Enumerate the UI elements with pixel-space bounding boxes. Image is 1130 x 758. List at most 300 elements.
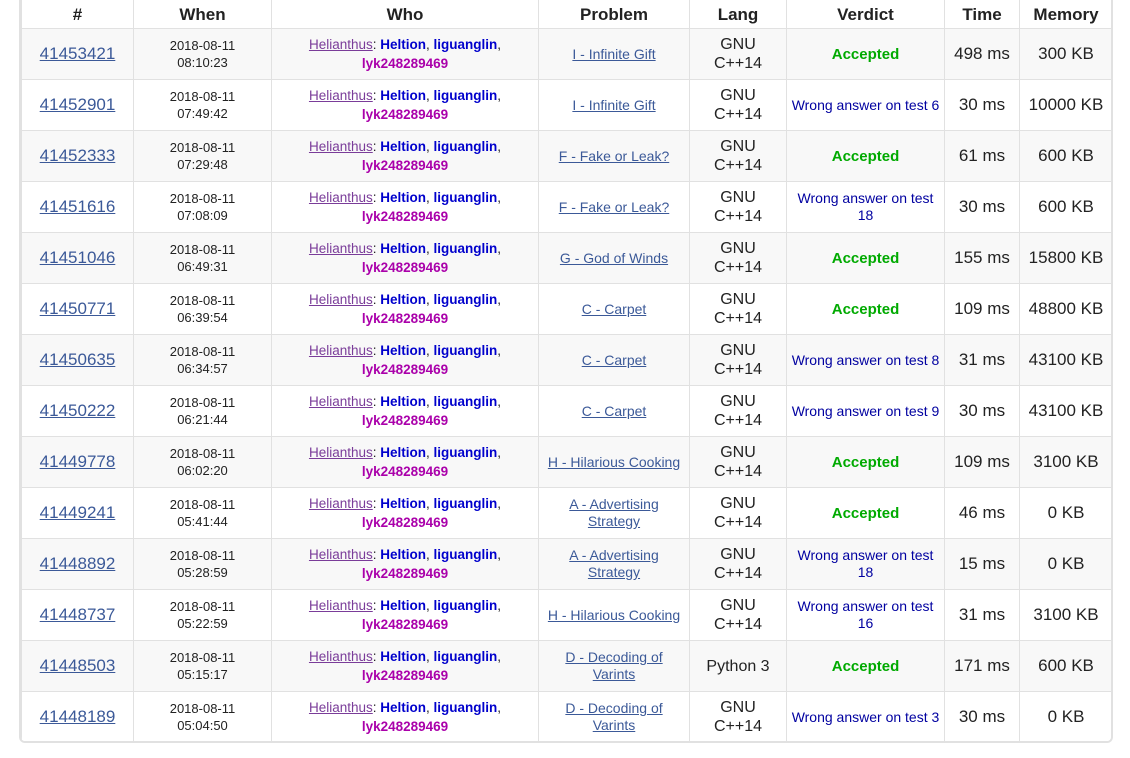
submission-time: 06:49:31: [177, 259, 228, 274]
member-link[interactable]: Heltion: [380, 700, 427, 715]
cell-memory: [1020, 284, 1113, 335]
cell-lang: [690, 80, 787, 131]
team-link[interactable]: Helianthus: [308, 547, 373, 562]
memory-used: 15800 KB: [1028, 248, 1104, 267]
member-link[interactable]: lyk248289469: [361, 311, 449, 326]
cell-time: [945, 437, 1020, 488]
memory-used: 600 KB: [1038, 197, 1094, 216]
table-row: [22, 182, 1113, 233]
language: GNU C++14: [713, 87, 763, 123]
problem-link[interactable]: F - Fake or Leak?: [558, 198, 670, 215]
cell-lang: [690, 641, 787, 692]
cell-verdict: [787, 182, 945, 233]
submission-time: 07:49:42: [177, 106, 228, 121]
verdict: Wrong answer on test 16: [797, 598, 934, 631]
member-link[interactable]: Heltion: [380, 139, 427, 154]
cell-id: [22, 641, 134, 692]
cell-memory: [1020, 590, 1113, 641]
team-link[interactable]: Helianthus: [308, 700, 373, 715]
verdict: Accepted: [831, 657, 900, 675]
cell-lang: [690, 692, 787, 743]
cell-memory: [1020, 29, 1113, 80]
cell-problem: [539, 539, 690, 590]
table-row: [22, 590, 1113, 641]
cell-verdict: [787, 80, 945, 131]
submission-time: 05:28:59: [177, 565, 228, 580]
memory-used: 48800 KB: [1028, 299, 1104, 318]
cell-verdict: [787, 539, 945, 590]
submission-date: 2018-08-11: [169, 446, 236, 461]
submission-date: 2018-08-11: [169, 89, 236, 104]
member-link[interactable]: liguanglin: [433, 700, 498, 715]
cell-verdict: [787, 437, 945, 488]
memory-used: 43100 KB: [1028, 401, 1104, 420]
cell-when: [134, 131, 272, 182]
team-link[interactable]: Helianthus: [308, 394, 373, 409]
cell-problem: [539, 386, 690, 437]
cell-when: [134, 182, 272, 233]
team-colon: :: [372, 88, 381, 103]
cell-problem: [539, 284, 690, 335]
header-time: Time: [945, 0, 1020, 29]
submission-date: 2018-08-11: [169, 344, 236, 359]
cell-time: [945, 539, 1020, 590]
cell-lang: [690, 182, 787, 233]
submission-time: 08:10:23: [177, 55, 228, 70]
submission-time: 07:29:48: [177, 157, 228, 172]
cell-lang: [690, 437, 787, 488]
cell-verdict: [787, 386, 945, 437]
problem-link[interactable]: C - Carpet: [581, 351, 647, 368]
submission-id-link[interactable]: 41448503: [39, 656, 116, 675]
team-link[interactable]: Helianthus: [308, 598, 373, 613]
cell-memory: [1020, 182, 1113, 233]
problem-link[interactable]: A - Advertising Strategy: [569, 496, 659, 529]
cell-who: Helianthus: Heltion, liguanglin, lyk248289469: [272, 386, 539, 437]
submission-id-link[interactable]: 41448189: [39, 707, 116, 726]
memory-used: 0 KB: [1047, 554, 1085, 573]
language: GNU C++14: [713, 495, 763, 531]
run-time: 30 ms: [958, 197, 1006, 216]
run-time: 109 ms: [954, 452, 1010, 471]
member-link[interactable]: Heltion: [380, 496, 427, 511]
submission-date: 2018-08-11: [169, 38, 236, 53]
team-colon: :: [372, 343, 381, 358]
run-time: 30 ms: [958, 95, 1006, 114]
run-time: 171 ms: [954, 656, 1010, 675]
member-link[interactable]: liguanglin: [433, 445, 498, 460]
cell-who: Helianthus: Heltion, liguanglin, lyk248289469: [272, 335, 539, 386]
table-row: [22, 539, 1113, 590]
run-time: 109 ms: [954, 299, 1010, 318]
cell-lang: [690, 233, 787, 284]
submission-id-link[interactable]: 41453421: [39, 44, 116, 63]
submission-date: 2018-08-11: [169, 293, 236, 308]
member-link[interactable]: liguanglin: [433, 547, 498, 562]
run-time: 61 ms: [958, 146, 1006, 165]
memory-used: 3100 KB: [1033, 452, 1099, 471]
member-link[interactable]: lyk248289469: [361, 362, 449, 377]
submission-date: 2018-08-11: [169, 191, 236, 206]
cell-verdict: [787, 590, 945, 641]
language: GNU C++14: [713, 36, 763, 72]
team-colon: :: [372, 292, 381, 307]
team-link[interactable]: Helianthus: [308, 241, 373, 256]
cell-lang: [690, 335, 787, 386]
member-link[interactable]: liguanglin: [433, 649, 498, 664]
problem-link[interactable]: G - God of Winds: [559, 249, 669, 266]
cell-id: [22, 131, 134, 182]
verdict: Wrong answer on test 8: [791, 351, 940, 368]
submissions-table: [21, 0, 1113, 743]
run-time: 155 ms: [954, 248, 1010, 267]
submission-id-link[interactable]: 41451046: [39, 248, 116, 267]
cell-who: Helianthus: Heltion, liguanglin, lyk248289469: [272, 590, 539, 641]
cell-problem: [539, 488, 690, 539]
language: GNU C++14: [713, 342, 763, 378]
member-link[interactable]: liguanglin: [433, 241, 498, 256]
cell-time: [945, 80, 1020, 131]
submission-time: 05:41:44: [177, 514, 228, 529]
table-row: [22, 335, 1113, 386]
member-link[interactable]: lyk248289469: [361, 668, 449, 683]
member-link[interactable]: Heltion: [380, 190, 427, 205]
cell-who: Helianthus: Heltion, liguanglin, lyk248289469: [272, 539, 539, 590]
header-memory: Memory: [1020, 0, 1113, 29]
member-link[interactable]: Heltion: [380, 37, 427, 52]
cell-id: [22, 335, 134, 386]
team-colon: :: [372, 649, 381, 664]
cell-who: Helianthus: Heltion, liguanglin, lyk248289469: [272, 437, 539, 488]
cell-time: [945, 182, 1020, 233]
language: GNU C++14: [713, 444, 763, 480]
member-link[interactable]: lyk248289469: [361, 209, 449, 224]
member-link[interactable]: liguanglin: [433, 88, 498, 103]
member-link[interactable]: liguanglin: [433, 37, 498, 52]
cell-who: Helianthus: Heltion, liguanglin, lyk248289469: [272, 131, 539, 182]
team-colon: :: [372, 700, 381, 715]
run-time: 46 ms: [958, 503, 1006, 522]
submission-date: 2018-08-11: [169, 548, 236, 563]
memory-used: 300 KB: [1038, 44, 1094, 63]
memory-used: 43100 KB: [1028, 350, 1104, 369]
problem-link[interactable]: I - Infinite Gift: [572, 45, 656, 62]
table-row: [22, 131, 1113, 182]
cell-lang: [690, 29, 787, 80]
cell-id: [22, 182, 134, 233]
cell-verdict: [787, 692, 945, 743]
cell-memory: [1020, 386, 1113, 437]
memory-used: 10000 KB: [1028, 95, 1104, 114]
member-link[interactable]: liguanglin: [433, 190, 498, 205]
run-time: 31 ms: [958, 605, 1006, 624]
cell-lang: [690, 539, 787, 590]
member-link[interactable]: Heltion: [380, 394, 427, 409]
language: GNU C++14: [713, 546, 763, 582]
cell-problem: [539, 233, 690, 284]
language: GNU C++14: [713, 393, 763, 429]
cell-verdict: [787, 233, 945, 284]
table-row: [22, 692, 1113, 743]
submission-date: 2018-08-11: [169, 599, 236, 614]
table-row: [22, 386, 1113, 437]
cell-memory: [1020, 233, 1113, 284]
problem-link[interactable]: H - Hilarious Cooking: [547, 606, 681, 623]
cell-who: Helianthus: Heltion, liguanglin, lyk248289469: [272, 233, 539, 284]
submission-time: 05:15:17: [177, 667, 228, 682]
cell-when: [134, 80, 272, 131]
member-link[interactable]: lyk248289469: [361, 719, 449, 734]
cell-time: [945, 131, 1020, 182]
member-link[interactable]: lyk248289469: [361, 260, 449, 275]
cell-time: [945, 335, 1020, 386]
submission-id-link[interactable]: 41450222: [39, 401, 116, 420]
team-colon: :: [372, 190, 381, 205]
team-colon: :: [372, 445, 381, 460]
submission-id-link[interactable]: 41449241: [39, 503, 116, 522]
cell-id: [22, 437, 134, 488]
verdict: Wrong answer on test 6: [791, 96, 940, 113]
problem-link[interactable]: A - Advertising Strategy: [569, 547, 659, 580]
team-link[interactable]: Helianthus: [308, 343, 373, 358]
problem-link[interactable]: I - Infinite Gift: [572, 96, 656, 113]
submission-time: 05:04:50: [177, 718, 228, 733]
cell-memory: [1020, 335, 1113, 386]
cell-id: [22, 284, 134, 335]
problem-link[interactable]: H - Hilarious Cooking: [547, 453, 681, 470]
submission-id-link[interactable]: 41451616: [39, 197, 116, 216]
team-link[interactable]: Helianthus: [308, 139, 373, 154]
cell-time: [945, 386, 1020, 437]
team-colon: :: [372, 139, 381, 154]
table-header-row: [22, 0, 1113, 29]
language: GNU C++14: [713, 597, 763, 633]
member-link[interactable]: Heltion: [380, 88, 427, 103]
team-colon: :: [372, 598, 381, 613]
cell-id: [22, 386, 134, 437]
submission-id-link[interactable]: 41448737: [39, 605, 116, 624]
cell-time: [945, 233, 1020, 284]
table-row: [22, 29, 1113, 80]
cell-who: Helianthus: Heltion, liguanglin, lyk248289469: [272, 29, 539, 80]
cell-memory: [1020, 641, 1113, 692]
cell-problem: [539, 335, 690, 386]
cell-lang: [690, 131, 787, 182]
member-link[interactable]: lyk248289469: [361, 158, 449, 173]
cell-who: Helianthus: Heltion, liguanglin, lyk248289469: [272, 488, 539, 539]
status-table-frame: [19, 0, 1113, 743]
run-time: 15 ms: [958, 554, 1006, 573]
table-row: [22, 641, 1113, 692]
submission-time: 07:08:09: [177, 208, 228, 223]
cell-time: [945, 29, 1020, 80]
cell-when: [134, 590, 272, 641]
memory-used: 0 KB: [1047, 503, 1085, 522]
cell-time: [945, 641, 1020, 692]
cell-time: [945, 488, 1020, 539]
cell-who: Helianthus: Heltion, liguanglin, lyk248289469: [272, 80, 539, 131]
verdict: Wrong answer on test 9: [791, 402, 940, 419]
team-link[interactable]: Helianthus: [308, 37, 373, 52]
language: GNU C++14: [713, 240, 763, 276]
member-link[interactable]: liguanglin: [433, 598, 498, 613]
submission-date: 2018-08-11: [169, 701, 236, 716]
verdict: Accepted: [831, 300, 900, 318]
member-link[interactable]: lyk248289469: [361, 566, 449, 581]
member-link[interactable]: lyk248289469: [361, 56, 449, 71]
cell-id: [22, 488, 134, 539]
problem-link[interactable]: F - Fake or Leak?: [558, 147, 670, 164]
team-colon: :: [372, 37, 381, 52]
cell-id: [22, 539, 134, 590]
cell-memory: [1020, 437, 1113, 488]
cell-when: [134, 437, 272, 488]
submission-date: 2018-08-11: [169, 242, 236, 257]
verdict: Accepted: [831, 147, 900, 165]
problem-link[interactable]: C - Carpet: [581, 300, 647, 317]
cell-lang: [690, 284, 787, 335]
member-link[interactable]: liguanglin: [433, 139, 498, 154]
submission-id-link[interactable]: 41449778: [39, 452, 116, 471]
cell-id: [22, 590, 134, 641]
team-link[interactable]: Helianthus: [308, 496, 373, 511]
submission-id-link[interactable]: 41448892: [39, 554, 116, 573]
member-link[interactable]: Heltion: [380, 649, 427, 664]
submission-time: 06:02:20: [177, 463, 228, 478]
verdict: Wrong answer on test 18: [797, 190, 934, 223]
member-link[interactable]: lyk248289469: [361, 515, 449, 530]
submission-time: 06:39:54: [177, 310, 228, 325]
language: GNU C++14: [713, 291, 763, 327]
cell-who: Helianthus: Heltion, liguanglin, lyk248289469: [272, 182, 539, 233]
verdict: Wrong answer on test 18: [797, 547, 934, 580]
table-row: [22, 488, 1113, 539]
cell-verdict: [787, 488, 945, 539]
submission-id-link[interactable]: 41450771: [39, 299, 116, 318]
cell-problem: [539, 692, 690, 743]
submission-date: 2018-08-11: [169, 497, 236, 512]
team-link[interactable]: Helianthus: [308, 190, 373, 205]
member-link[interactable]: Heltion: [380, 241, 427, 256]
team-link[interactable]: Helianthus: [308, 649, 373, 664]
member-link[interactable]: lyk248289469: [361, 617, 449, 632]
cell-memory: [1020, 488, 1113, 539]
member-link[interactable]: lyk248289469: [361, 413, 449, 428]
problem-link[interactable]: D - Decoding of Varints: [565, 649, 663, 682]
table-row: [22, 437, 1113, 488]
cell-id: [22, 233, 134, 284]
cell-when: [134, 335, 272, 386]
cell-verdict: [787, 641, 945, 692]
table-row: [22, 233, 1113, 284]
problem-link[interactable]: C - Carpet: [581, 402, 647, 419]
cell-id: [22, 80, 134, 131]
submission-time: 06:21:44: [177, 412, 228, 427]
member-link[interactable]: liguanglin: [433, 343, 498, 358]
submission-date: 2018-08-11: [169, 140, 236, 155]
cell-problem: [539, 182, 690, 233]
run-time: 498 ms: [954, 44, 1010, 63]
submission-date: 2018-08-11: [169, 650, 236, 665]
cell-problem: [539, 641, 690, 692]
team-link[interactable]: Helianthus: [308, 445, 373, 460]
team-link[interactable]: Helianthus: [308, 88, 373, 103]
header-who: Who: [272, 0, 539, 29]
run-time: 30 ms: [958, 401, 1006, 420]
submission-id-link[interactable]: 41452901: [39, 95, 116, 114]
problem-link[interactable]: D - Decoding of Varints: [565, 700, 663, 733]
verdict: Accepted: [831, 249, 900, 267]
team-colon: :: [372, 547, 381, 562]
cell-who: Helianthus: Heltion, liguanglin, lyk248289469: [272, 692, 539, 743]
submission-time: 05:22:59: [177, 616, 228, 631]
member-link[interactable]: Heltion: [380, 547, 427, 562]
submission-id-link[interactable]: 41452333: [39, 146, 116, 165]
team-colon: :: [372, 241, 381, 256]
verdict: Accepted: [831, 453, 900, 471]
submission-time: 06:34:57: [177, 361, 228, 376]
member-link[interactable]: Heltion: [380, 292, 427, 307]
header-id: #: [22, 0, 134, 29]
cell-memory: [1020, 692, 1113, 743]
table-row: [22, 80, 1113, 131]
verdict: Accepted: [831, 504, 900, 522]
cell-who: Helianthus: Heltion, liguanglin, lyk248289469: [272, 284, 539, 335]
team-link[interactable]: Helianthus: [308, 292, 373, 307]
member-link[interactable]: Heltion: [380, 598, 427, 613]
cell-when: [134, 29, 272, 80]
cell-problem: [539, 131, 690, 182]
header-lang: Lang: [690, 0, 787, 29]
member-link[interactable]: lyk248289469: [361, 107, 449, 122]
cell-problem: [539, 80, 690, 131]
memory-used: 3100 KB: [1033, 605, 1099, 624]
cell-lang: [690, 590, 787, 641]
cell-when: [134, 284, 272, 335]
memory-used: 600 KB: [1038, 146, 1094, 165]
cell-time: [945, 590, 1020, 641]
member-link[interactable]: liguanglin: [433, 394, 498, 409]
submission-id-link[interactable]: 41450635: [39, 350, 116, 369]
member-link[interactable]: Heltion: [380, 445, 427, 460]
cell-verdict: [787, 284, 945, 335]
member-link[interactable]: liguanglin: [433, 496, 498, 511]
run-time: 31 ms: [958, 350, 1006, 369]
member-link[interactable]: liguanglin: [433, 292, 498, 307]
cell-when: [134, 641, 272, 692]
cell-time: [945, 692, 1020, 743]
language: Python 3: [706, 657, 770, 675]
cell-id: [22, 29, 134, 80]
cell-lang: [690, 488, 787, 539]
language: GNU C++14: [713, 138, 763, 174]
cell-problem: [539, 29, 690, 80]
cell-time: [945, 284, 1020, 335]
member-link[interactable]: lyk248289469: [361, 464, 449, 479]
cell-when: [134, 386, 272, 437]
cell-when: [134, 539, 272, 590]
member-link[interactable]: Heltion: [380, 343, 427, 358]
cell-id: [22, 692, 134, 743]
table-row: [22, 284, 1113, 335]
header-problem: Problem: [539, 0, 690, 29]
memory-used: 600 KB: [1038, 656, 1094, 675]
team-colon: :: [372, 496, 381, 511]
cell-when: [134, 233, 272, 284]
cell-lang: [690, 386, 787, 437]
cell-when: [134, 692, 272, 743]
cell-memory: [1020, 131, 1113, 182]
